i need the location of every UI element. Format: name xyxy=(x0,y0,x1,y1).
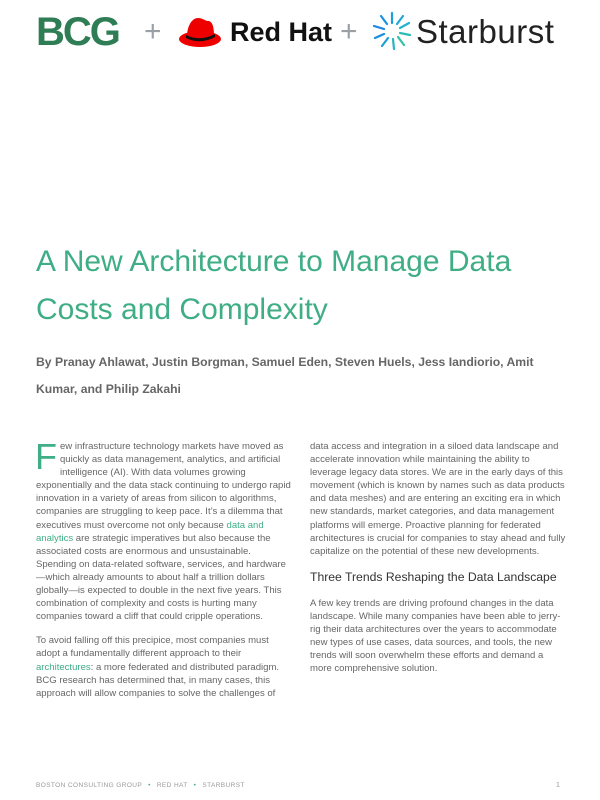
architectures-link[interactable]: architectures xyxy=(36,661,91,673)
redhat-hat-icon xyxy=(178,12,222,52)
paragraph-text: : a more federated and distributed paradigm. BCG research has determined that, in many cases, this approach will allow companies to solve the challenges of xyxy=(36,661,280,699)
footer-separator: • xyxy=(193,782,197,789)
document-title: A New Architecture to Manage Data Costs and Complexity xyxy=(36,245,512,326)
redhat-logo-text: Red Hat xyxy=(230,17,333,47)
paragraph: data access and integration in a siloed data landscape and accelerate innovation while maintaining the ability to leverage legacy data stores. We are in the early days of this movement (which is known by names such as data products and data meshes) and are entering an exciting era in which new standards, market categories, and data management platforms will emerge. Proactive planning for federated architectures is crucial for companies to stay ahead and fully capitalize on the potential of these new developments. xyxy=(310,441,566,557)
footer-org: RED HAT xyxy=(156,782,188,789)
author-byline: By Pranay Ahlawat, Justin Borgman, Samuel Eden, Steven Huels, Jess Iandiorio, Amit Kumar, and Philip Zakahi xyxy=(36,355,534,396)
plus-separator: + xyxy=(144,15,162,48)
drop-cap: F xyxy=(35,436,57,477)
starburst-logo-text: Starburst xyxy=(416,13,555,50)
page-number: 1 xyxy=(556,782,560,789)
footer-separator: • xyxy=(148,782,151,789)
paragraph-text: are strategic imperatives but also because the associated costs are enormous and unsustainable. Spending on data-related software, services, and hardware—which already amounts to about half a trillion dollars globally—is expected to double in the next five years. This combination of complexity and costs is hurting many companies toward a cliff that could cripple operations. xyxy=(36,532,286,623)
paragraph: A few key trends are driving profound changes in the data landscape. While many companies have been able to jerry-rig their data architectures over the years to accommodate new types of use cases, data sources, and tools, the new trends will soon overwhelm these efforts and demand a more comprehensive solution. xyxy=(310,597,561,675)
data-and-analytics-link[interactable]: data and analytics xyxy=(36,519,264,544)
right-column xyxy=(310,440,566,686)
intro-paragraph xyxy=(35,436,292,623)
paragraph-text: To avoid falling off this precipice, most companies must adopt a fundamentally different approach to their xyxy=(36,635,269,660)
section-heading: Three Trends Reshaping the Data Landscape xyxy=(310,569,557,584)
footer-org: BOSTON CONSULTING GROUP xyxy=(36,782,143,789)
paragraph xyxy=(36,634,292,699)
footer-organizations xyxy=(36,782,245,789)
bcg-logo: BCG xyxy=(36,10,119,54)
plus-separator: + xyxy=(340,15,358,48)
footer-org: STARBURST xyxy=(202,782,245,789)
paragraph-text: ew infrastructure technology markets have moved as quickly as data management, analytics, and artificial intelligence (AI). With data volumes growing exponentially and the data stack continuing to undergo rapid innovation in a variety of areas from silicon to algorithms, companies are struggling to keep pace. It’s a dilemma that executives must overcome not only because xyxy=(36,441,291,531)
left-column xyxy=(35,436,292,711)
starburst-icon xyxy=(372,11,412,51)
